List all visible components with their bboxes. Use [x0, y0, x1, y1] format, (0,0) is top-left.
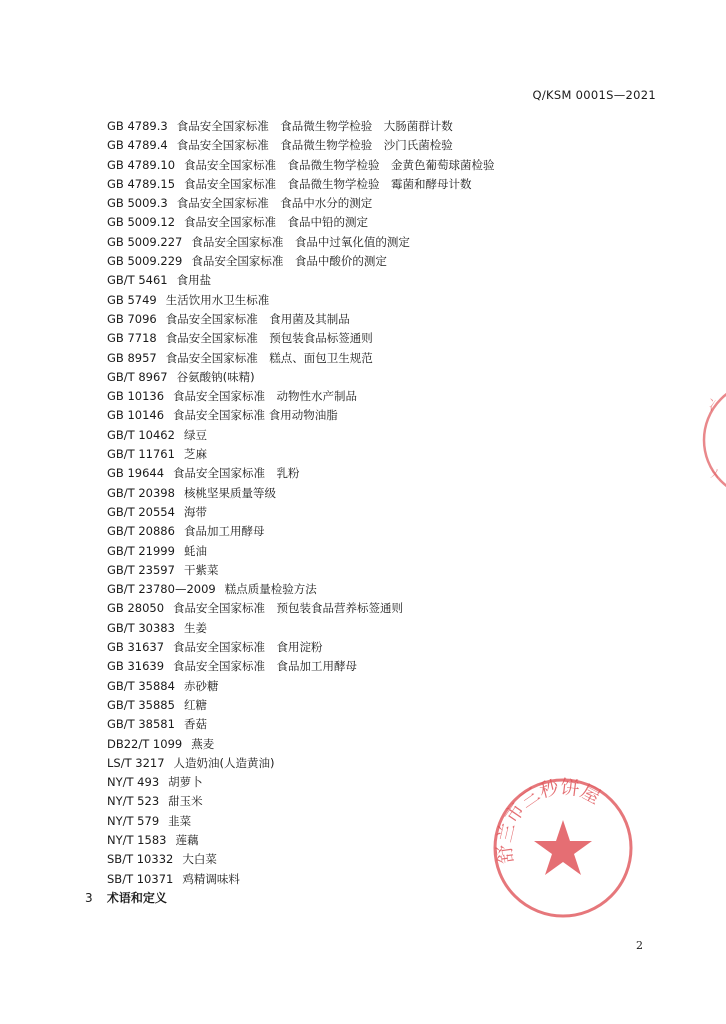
reference-code: GB 8957 — [107, 350, 157, 365]
reference-title: 食品安全国家标准 动物性水产制品 — [173, 389, 358, 404]
reference-code: GB 4789.10 — [107, 157, 176, 172]
reference-item — [107, 503, 495, 522]
reference-title: 大白菜 — [182, 852, 217, 867]
reference-item — [107, 387, 495, 406]
reference-code: GB/T 8967 — [107, 369, 168, 384]
reference-title: 食品安全国家标准 食品微生物学检验 霉菌和酵母计数 — [184, 176, 472, 191]
reference-title: 食品安全国家标准 食用动物油脂 — [173, 408, 338, 423]
reference-code: SB/T 10332 — [107, 852, 174, 867]
reference-title: 食品安全国家标准 预包装食品标签通则 — [165, 331, 373, 346]
reference-code: GB/T 35884 — [107, 678, 175, 693]
reference-title: 食品安全国家标准 食品微生物学检验 大肠菌群计数 — [176, 119, 453, 133]
reference-item — [107, 464, 495, 483]
reference-title: 食品安全国家标准 糕点、面包卫生规范 — [165, 350, 373, 365]
reference-item — [107, 792, 495, 811]
reference-item — [107, 715, 495, 734]
reference-item — [107, 252, 495, 271]
reference-title: 鸡精调味料 — [182, 871, 240, 886]
reference-item — [107, 406, 495, 425]
reference-code: GB 5009.229 — [107, 254, 183, 269]
reference-item — [107, 542, 495, 561]
reference-item — [107, 156, 495, 175]
reference-title: 食品安全国家标准 食品微生物学检验 金黄色葡萄球菌检验 — [184, 157, 495, 172]
reference-item — [107, 445, 495, 464]
svg-text:ㄨ: ㄨ — [708, 466, 722, 482]
reference-title: 食品安全国家标准 预包装食品营养标签通则 — [173, 601, 404, 616]
reference-code: GB/T 23597 — [107, 562, 175, 577]
reference-item — [107, 271, 495, 290]
reference-title: 甜玉米 — [168, 794, 203, 809]
section-heading — [85, 889, 167, 906]
reference-code: GB 31637 — [107, 640, 165, 655]
reference-item — [107, 677, 495, 696]
reference-item — [107, 850, 495, 869]
reference-code: GB/T 38581 — [107, 717, 175, 732]
reference-code: GB/T 20398 — [107, 485, 175, 500]
reference-code: DB22/T 1099 — [107, 736, 183, 751]
reference-title: 食品安全国家标准 食品加工用酵母 — [173, 659, 358, 674]
normative-reference-list — [107, 117, 495, 889]
reference-item — [107, 773, 495, 792]
reference-title: 生活饮用水卫生标准 — [165, 292, 270, 307]
reference-title: 食品安全国家标准 食用淀粉 — [173, 640, 323, 655]
reference-code: GB/T 10462 — [107, 427, 175, 442]
reference-code: NY/T 579 — [107, 813, 160, 828]
company-seal-stamp — [488, 773, 638, 923]
svg-text:冫: 冫 — [708, 398, 722, 414]
reference-title: 食品安全国家标准 食品中铅的测定 — [184, 215, 369, 230]
reference-item — [107, 735, 495, 754]
reference-title: 绿豆 — [183, 427, 207, 442]
reference-item — [107, 368, 495, 387]
reference-item — [107, 329, 495, 348]
section-title: 术语和定义 — [106, 891, 167, 905]
reference-item — [107, 484, 495, 503]
reference-item — [107, 696, 495, 715]
reference-code: GB 5749 — [107, 292, 157, 307]
reference-title: 食用盐 — [176, 273, 212, 288]
reference-code: SB/T 10371 — [107, 871, 174, 886]
reference-item — [107, 175, 495, 194]
reference-title: 蚝油 — [183, 543, 207, 558]
reference-code: NY/T 493 — [107, 775, 160, 790]
reference-item — [107, 638, 495, 657]
reference-item — [107, 812, 495, 831]
reference-item — [107, 561, 495, 580]
partial-seal-edge — [692, 380, 726, 500]
reference-code: GB/T 5461 — [107, 273, 168, 288]
page-number: 2 — [636, 939, 643, 952]
reference-code: GB/T 30383 — [107, 620, 175, 635]
reference-item — [107, 117, 495, 136]
reference-title: 食品安全国家标准 乳粉 — [173, 466, 300, 481]
reference-title: 燕麦 — [191, 736, 215, 751]
reference-code: LS/T 3217 — [107, 755, 165, 770]
reference-code: GB 7096 — [107, 311, 157, 326]
reference-item — [107, 599, 495, 618]
reference-title: 生姜 — [183, 620, 207, 635]
reference-title: 食品安全国家标准 食品微生物学检验 沙门氏菌检验 — [176, 138, 453, 153]
reference-code: GB 28050 — [107, 601, 165, 616]
document-number: Q/KSM 0001S—2021 — [532, 88, 656, 102]
reference-title: 芝麻 — [183, 447, 207, 462]
reference-title: 谷氨酸钠(味精) — [176, 369, 255, 384]
reference-item — [107, 349, 495, 368]
reference-item — [107, 580, 495, 599]
reference-title: 干紫菜 — [183, 562, 219, 577]
reference-code: GB/T 23780—2009 — [107, 582, 216, 597]
reference-code: GB/T 20886 — [107, 524, 175, 539]
reference-item — [107, 291, 495, 310]
reference-code: GB 31639 — [107, 659, 165, 674]
reference-title: 胡萝卜 — [168, 775, 203, 790]
reference-title: 韭菜 — [168, 813, 192, 828]
reference-item — [107, 831, 495, 850]
reference-item — [107, 233, 495, 252]
reference-code: GB 19644 — [107, 466, 165, 481]
reference-code: GB 5009.12 — [107, 215, 176, 230]
reference-item — [107, 619, 495, 638]
reference-title: 食品安全国家标准 食品中酸价的测定 — [191, 254, 387, 269]
reference-title: 食品安全国家标准 食品中水分的测定 — [176, 196, 373, 211]
reference-code: GB 7718 — [107, 331, 157, 346]
reference-title: 食品加工用酵母 — [183, 524, 265, 539]
reference-code: GB/T 11761 — [107, 447, 175, 462]
reference-title: 人造奶油(人造黄油) — [173, 755, 275, 770]
reference-title: 香菇 — [183, 717, 207, 732]
reference-item — [107, 213, 495, 232]
reference-item — [107, 136, 495, 155]
reference-code: GB 4789.15 — [107, 176, 176, 191]
reference-item — [107, 194, 495, 213]
reference-code: NY/T 1583 — [107, 832, 167, 847]
svg-text:舒兰市三秒饼屋: 舒兰市三秒饼屋 — [493, 776, 604, 865]
reference-item — [107, 657, 495, 676]
reference-title: 食品安全国家标准 食用菌及其制品 — [165, 311, 350, 326]
reference-title: 海带 — [183, 504, 207, 519]
reference-code: GB 5009.3 — [107, 196, 168, 211]
reference-item — [107, 310, 495, 329]
reference-code: GB/T 21999 — [107, 543, 175, 558]
reference-item — [107, 754, 495, 773]
reference-item — [107, 426, 495, 445]
reference-item — [107, 870, 495, 889]
reference-item — [107, 522, 495, 541]
reference-code: GB 10136 — [107, 389, 165, 404]
reference-title: 莲藕 — [175, 832, 199, 847]
reference-code: GB/T 35885 — [107, 697, 175, 712]
reference-title: 糕点质量检验方法 — [224, 582, 317, 597]
reference-code: GB 5009.227 — [107, 234, 183, 249]
reference-title: 红糖 — [183, 697, 207, 712]
reference-code: GB 4789.3 — [107, 119, 168, 133]
section-number: 3 — [85, 891, 93, 905]
reference-code: GB 4789.4 — [107, 138, 168, 153]
reference-code: GB/T 20554 — [107, 504, 175, 519]
reference-title: 食品安全国家标准 食品中过氧化值的测定 — [191, 234, 410, 249]
reference-title: 赤砂糖 — [183, 678, 219, 693]
reference-code: GB 10146 — [107, 408, 165, 423]
reference-code: NY/T 523 — [107, 794, 160, 809]
reference-title: 核桃坚果质量等级 — [183, 485, 276, 500]
